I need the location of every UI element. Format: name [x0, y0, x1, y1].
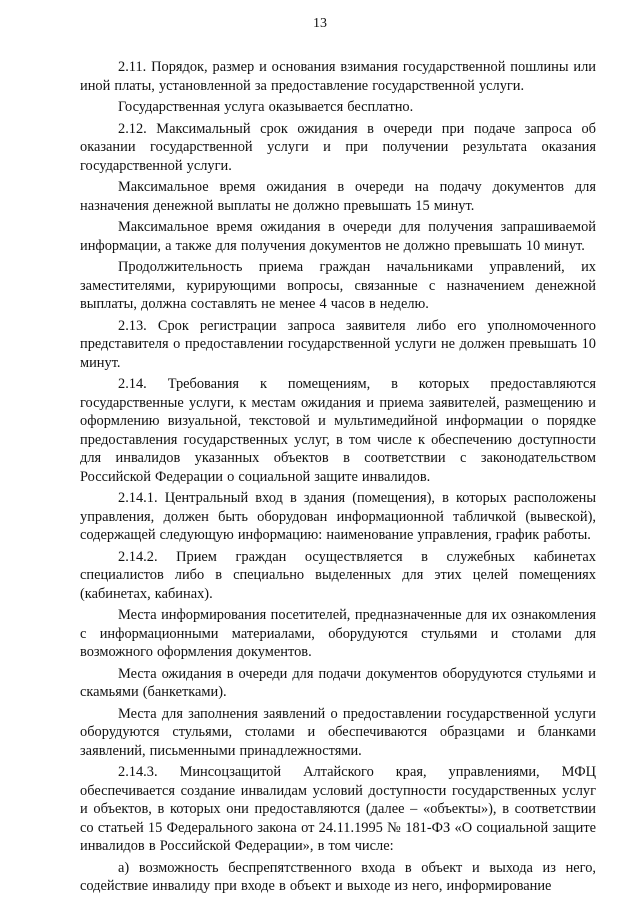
paragraph-2-13: 2.13. Срок регистрации запроса заявителя либо его уполномоченного представителя о предоставлении государственной услуги не должен превышать 10 минут.: [80, 317, 596, 371]
page-number: 13: [313, 16, 327, 31]
paragraph-info-places: Места информирования посетителей, предназначенные для их ознакомления с информационными материалами, оборудуются стульями и столами для возможного оформления документов.: [80, 607, 596, 660]
paragraph-2-14: 2.14. Требования к помещениям, в которых предоставляются государственные услуги, к местам ожидания и приема заявителей, размещению и оформлению визуальной, текстовой и мультимедийной информации о порядке предоставления государственных услуг, в том числе к обеспечению доступности для инвалидов указанных объектов в соответствии с законодательством Российской Федерации о социальной защите инвалидов.: [80, 376, 596, 485]
paragraph-2-14-3: 2.14.3. Минсоцзащитой Алтайского края, управлениями, МФЦ обеспечивается создание инвалидам условий доступности государственных услуг и объектов, в которых они предоставляются (далее – «объекты»), в соответствии со статьей 15 Федерального закона от 24.11.1995 № 181-ФЗ «О социальной защите инвалидов в Российской Федерации», в том числе:: [80, 764, 596, 854]
paragraph-2-14-2: 2.14.2. Прием граждан осуществляется в служебных кабинетах специалистов либо в специально выделенных для этих целей помещениях (кабинетах, кабинах).: [80, 548, 596, 602]
document-body: [80, 58, 596, 899]
paragraph-application-places: Места для заполнения заявлений о предоставлении государственной услуги оборудуются стульями, столами и обеспечиваются образцами и бланками заявлений, письменными принадлежностями.: [80, 705, 596, 759]
paragraph-item-a: а) возможность беспрепятственного входа в объект и выхода из него, содействие инвалиду при входе в объект и выходе из него, информирование: [80, 859, 596, 894]
paragraph-2-12: 2.12. Максимальный срок ожидания в очереди при подаче запроса об оказании государственной услуги и при получении результата оказания государственной услуги.: [80, 120, 596, 174]
paragraph-waiting-places: Места ожидания в очереди для подачи документов оборудуются стульями и скамьями (банкетками).: [80, 665, 596, 700]
paragraph-2-14-1: 2.14.1. Центральный вход в здания (помещения), в которых расположены управления, должен быть оборудован информационной табличкой (вывеской), содержащей следующую информацию: наименование управления, график работы.: [80, 490, 596, 543]
paragraph-free-service: Государственная услуга оказывается бесплатно.: [118, 99, 414, 115]
paragraph-max-wait-submit: Максимальное время ожидания в очереди на подачу документов для назначения денежной выплаты не должно превышать 15 минут.: [80, 179, 596, 214]
paragraph-max-wait-receive: Максимальное время ожидания в очереди для получения запрашиваемой информации, а также для получения документов не должно превышать 10 минут.: [80, 219, 596, 254]
paragraph-reception-duration: Продолжительность приема граждан начальниками управлений, их заместителями, курирующими вопросы, связанные с назначением денежной выплаты, должна составлять не менее 4 часов в неделю.: [80, 259, 596, 312]
paragraph-2-11: 2.11. Порядок, размер и основания взимания государственной пошлины или иной платы, установленной за предоставление государственной услуги.: [80, 59, 596, 94]
